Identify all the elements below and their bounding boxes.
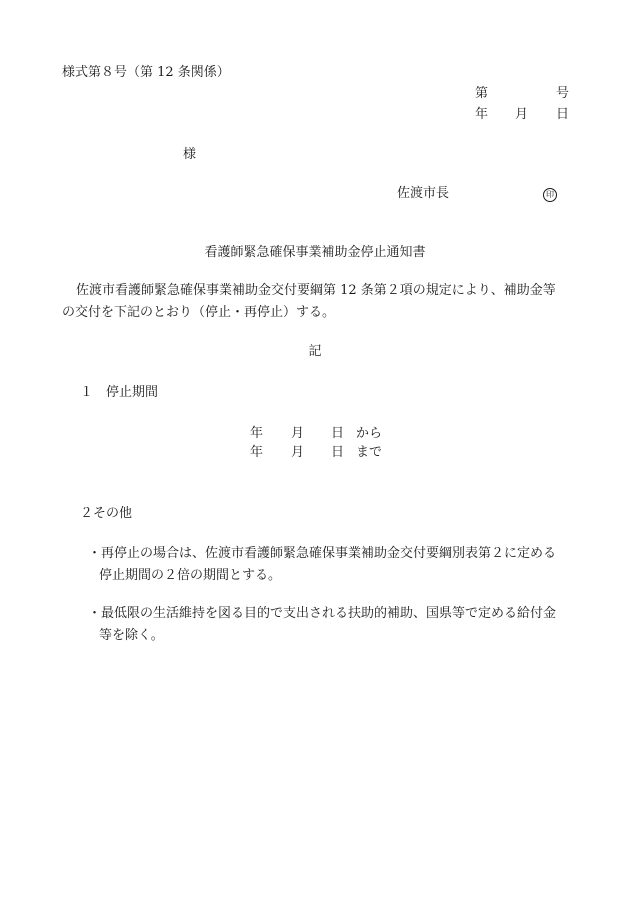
period-from-suffix: から [356, 426, 383, 441]
document-number-prefix: 第 [475, 86, 489, 101]
period-from-day: 日 [331, 426, 345, 441]
period-from-year: 年 [250, 426, 264, 441]
recipient-honorific: 様 [183, 147, 197, 162]
period-to-month: 月 [291, 445, 305, 460]
bullet-1-line-1: ・再停止の場合は、佐渡市看護師緊急確保事業補助金交付要綱別表第２に定める [88, 546, 557, 561]
document-title: 看護師緊急確保事業補助金停止通知書 [204, 245, 426, 260]
issuer-title: 佐渡市長 [397, 186, 450, 201]
date-month-label: 月 [515, 107, 529, 122]
document-number-suffix: 号 [556, 86, 570, 101]
seal-icon: 印 [543, 188, 557, 202]
period-from-month: 月 [291, 426, 305, 441]
date-year-label: 年 [475, 107, 489, 122]
period-to-day: 日 [331, 445, 345, 460]
body-line-2: の交付を下記のとおり（停止・再停止）する。 [62, 305, 336, 320]
ki-heading: 記 [308, 344, 322, 359]
bullet-2-line-2: 等を除く。 [99, 628, 164, 643]
seal-mark [543, 185, 557, 203]
period-to-year: 年 [250, 445, 264, 460]
bullet-1-line-2: 停止期間の２倍の期間とする。 [99, 568, 282, 583]
bullet-2-line-1: ・最低限の生活維持を図る目的で支出される扶助的補助、国県等で定める給付金 [88, 606, 557, 621]
body-line-1: 佐渡市看護師緊急確保事業補助金交付要綱第 12 条第２項の規定により、補助金等 [76, 283, 556, 298]
section-2-heading: ２その他 [80, 506, 133, 521]
date-day-label: 日 [556, 107, 570, 122]
period-to-suffix: まで [356, 445, 383, 460]
form-number: 様式第８号（第 12 条関係） [62, 65, 230, 80]
section-1-heading: １ 停止期間 [80, 385, 159, 400]
